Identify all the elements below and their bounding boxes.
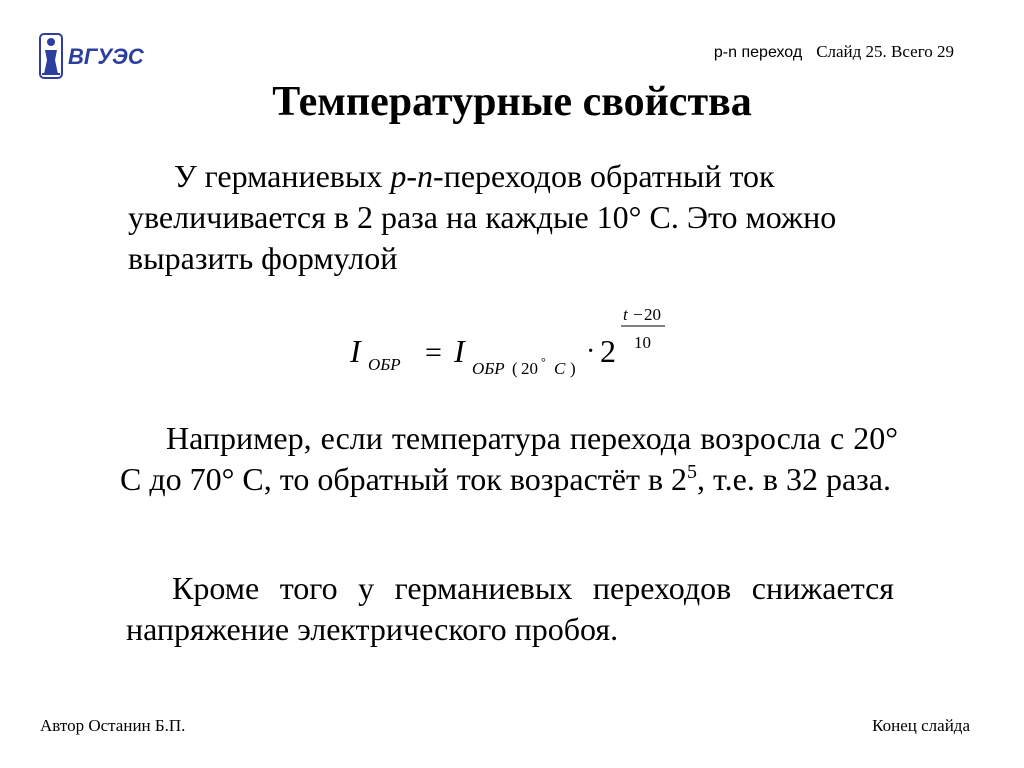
rhs-condition-degree: ° bbox=[541, 355, 546, 369]
exponent-variable: t bbox=[623, 305, 628, 324]
rhs-condition-open: ( bbox=[512, 359, 518, 378]
lhs-subscript: ОБР bbox=[368, 355, 401, 374]
rhs-subscript: ОБР bbox=[472, 359, 505, 378]
base-two: 2 bbox=[600, 333, 616, 369]
lhs-symbol: I bbox=[350, 333, 361, 369]
topic-label: p-n переход bbox=[713, 44, 803, 61]
paragraph-example bbox=[120, 418, 898, 500]
rhs-condition-value: 20 bbox=[521, 359, 538, 378]
equals-sign: = bbox=[425, 336, 442, 369]
paragraph-intro-part1: У германиевых bbox=[174, 158, 391, 194]
paragraph-breakdown-text: Кроме того у германиевых переходов снижается напряжение электрического пробоя. bbox=[126, 570, 894, 647]
reverse-current-formula bbox=[340, 300, 680, 390]
paragraph-intro bbox=[128, 156, 898, 279]
logo-emblem-icon bbox=[40, 34, 62, 78]
paragraph-breakdown bbox=[126, 568, 894, 650]
paragraph-example-part2: , т.е. в 32 раза. bbox=[697, 461, 891, 497]
logo-text: ВГУЭС bbox=[68, 44, 144, 69]
slide-header-info bbox=[714, 42, 954, 62]
rhs-symbol: I bbox=[454, 333, 465, 369]
pn-italic: p-n bbox=[390, 158, 434, 194]
power-superscript: 5 bbox=[687, 461, 698, 483]
slide-counter: Слайд 25. Всего 29 bbox=[816, 42, 954, 61]
exponent-denominator: 10 bbox=[634, 333, 651, 352]
multiply-dot: · bbox=[586, 336, 596, 367]
university-logo bbox=[36, 30, 166, 82]
exponent-operator: − bbox=[633, 305, 643, 324]
paragraph-example-part1: Например, если температура перехода возросла с 20° С до 70° С, то обратный ток возрастёт в 2 bbox=[120, 420, 898, 497]
exponent-numerator: 20 bbox=[644, 305, 661, 324]
author-label: Автор Останин Б.П. bbox=[40, 716, 186, 735]
end-slide-link[interactable]: Конец слайда bbox=[872, 716, 970, 735]
slide-title: Температурные свойства bbox=[272, 79, 752, 125]
rhs-condition-unit: C bbox=[554, 359, 566, 378]
rhs-condition-close: ) bbox=[570, 359, 576, 378]
paragraph-intro-part2: -переходов обратный ток увеличивается в 2 раза на каждые 10° С. Это можно выразить формулой bbox=[128, 158, 837, 276]
